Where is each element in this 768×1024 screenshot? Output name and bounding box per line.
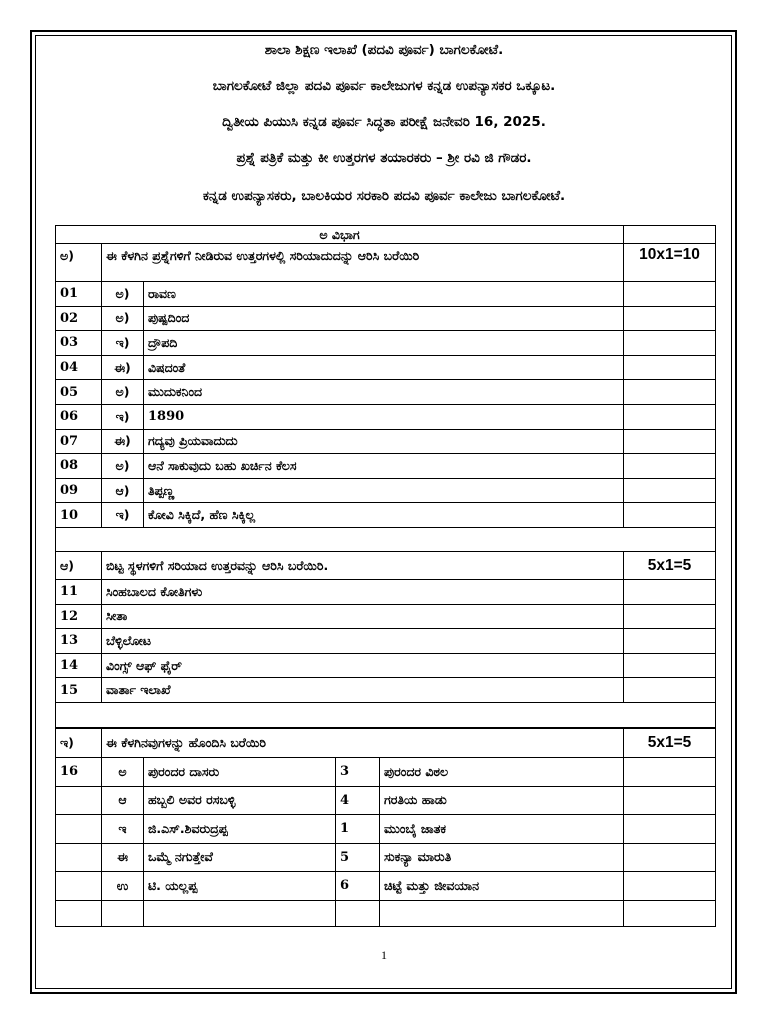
table-row — [56, 629, 716, 654]
match-right: ಗರತಿಯ ಹಾಡು — [380, 786, 624, 815]
section-a-title: ಅ ವಿಭಾಗ — [56, 226, 624, 244]
option-label: ಅ) — [102, 454, 144, 479]
answer-text: ತಿಪ್ಪಣ್ಣ — [144, 478, 624, 503]
match-letter: ಈ — [102, 843, 144, 872]
spacer-row — [56, 900, 716, 926]
section-b-marks: 5x1=5 — [624, 552, 716, 580]
answer-text: ಸಿಂಹಬಾಲದ ಕೋತಿಗಳು — [102, 580, 624, 605]
page-number: 1 — [381, 948, 387, 962]
option-label: ಅ) — [102, 306, 144, 331]
match-left: ಹಬ್ಬಲಿ ಅವರ ರಸಬಳ್ಳಿ — [144, 786, 336, 815]
match-right: ಮುಂಬೈ ಜಾತಕ — [380, 815, 624, 844]
question-number: 03 — [56, 331, 102, 356]
answer-text: ಕೋವಿ ಸಿಕ್ಕಿದೆ, ಹೆಣ ಸಿಕ್ಕಿಲ್ಲ — [144, 503, 624, 528]
answer-text: ದ್ರೌಪದಿ — [144, 331, 624, 356]
table-row — [56, 355, 716, 380]
question-number: 11 — [56, 580, 102, 605]
section-c-instruction: ಈ ಕೆಳಗಿನವುಗಳನ್ನು ಹೊಂದಿಸಿ ಬರೆಯಿರಿ — [102, 728, 624, 758]
table-row — [56, 758, 716, 787]
option-label: ಇ) — [102, 331, 144, 356]
section-a-instruction: ಈ ಕೆಳಗಿನ ಪ್ರಶ್ನೆಗಳಿಗೆ ನೀಡಿರುವ ಉತ್ತರಗಳಲ್ಲಿ ಸರಿಯಾದುದನ್ನು ಆರಿಸಿ ಬರೆಯಿರಿ — [102, 244, 624, 282]
option-label: ಅ) — [102, 380, 144, 405]
match-right: ಸುಕನ್ಯಾ ಮಾರುತಿ — [380, 843, 624, 872]
match-letter: ಆ — [102, 786, 144, 815]
section-c-table — [55, 727, 716, 927]
table-row — [56, 331, 716, 356]
answer-text: ರಾವಣ — [144, 282, 624, 307]
section-a-instruction-row — [56, 244, 716, 282]
answer-text: ವಾರ್ತಾ ಇಲಾಖೆ — [102, 678, 624, 703]
header-line-1: ಶಾಲಾ ಶಿಕ್ಷಣ ಇಲಾಖೆ (ಪದವಿ ಪೂರ್ವ) ಬಾಗಲಕೋಟೆ. — [264, 42, 504, 58]
section-c-instruction-row — [56, 728, 716, 758]
match-right: ಚಿಟ್ಟೆ ಮತ್ತು ಜೀವಯಾನ — [380, 872, 624, 901]
answer-text: ಮುದುಕನಿಂದ — [144, 380, 624, 405]
table-row — [56, 282, 716, 307]
table-row — [56, 404, 716, 429]
header-line-3: ದ್ವಿತೀಯ ಪಿಯುಸಿ ಕನ್ನಡ ಪೂರ್ವ ಸಿದ್ಧತಾ ಪರೀಕ್ಷೆ ಜನೇವರಿ 16, 2025. — [222, 114, 546, 130]
answer-text: ವಿಂಗ್ಸ್ ಆಫ್ ಫೈರ್ — [102, 653, 624, 678]
match-number: 1 — [336, 815, 380, 844]
table-row — [56, 429, 716, 454]
answer-text: ಗದ್ಯವು ಪ್ರಿಯವಾದುದು — [144, 429, 624, 454]
question-number: 16 — [56, 758, 102, 787]
question-number: 04 — [56, 355, 102, 380]
section-c-marks: 5x1=5 — [624, 728, 716, 758]
question-number: 06 — [56, 404, 102, 429]
match-letter: ಇ — [102, 815, 144, 844]
option-label: ಈ) — [102, 429, 144, 454]
table-row — [56, 604, 716, 629]
option-label: ಇ) — [102, 503, 144, 528]
table-row — [56, 872, 716, 901]
answer-text: ಆನೆ ಸಾಕುವುದು ಬಹು ಖರ್ಚಿನ ಕೆಲಸ — [144, 454, 624, 479]
match-left: ಜಿ.ಎಸ್.ಶಿವರುದ್ರಪ್ಪ — [144, 815, 336, 844]
section-c-label: ಇ) — [56, 728, 102, 758]
table-row — [56, 678, 716, 703]
section-a-marks: 10x1=10 — [624, 244, 716, 282]
question-number: 07 — [56, 429, 102, 454]
option-label: ಆ) — [102, 478, 144, 503]
section-b-instruction-row — [56, 552, 716, 580]
table-row — [56, 815, 716, 844]
table-row — [56, 580, 716, 605]
match-number: 3 — [336, 758, 380, 787]
match-number: 6 — [336, 872, 380, 901]
question-number: 13 — [56, 629, 102, 654]
option-label: ಇ) — [102, 404, 144, 429]
table-row — [56, 380, 716, 405]
answer-text: ಸೀತಾ — [102, 604, 624, 629]
match-number: 5 — [336, 843, 380, 872]
match-left: ಒಮ್ಮೆ ನಗುತ್ತೇವೆ — [144, 843, 336, 872]
question-number: 15 — [56, 678, 102, 703]
section-a-label: ಅ) — [56, 244, 102, 282]
table-row — [56, 306, 716, 331]
section-a-table — [55, 225, 716, 552]
question-number: 09 — [56, 478, 102, 503]
spacer-row — [56, 527, 716, 551]
question-number: 05 — [56, 380, 102, 405]
match-letter: ಉ — [102, 872, 144, 901]
answer-text: 1890 — [144, 404, 624, 429]
header-line-2: ಬಾಗಲಕೋಟೆ ಜಿಲ್ಲಾ ಪದವಿ ಪೂರ್ವ ಕಾಲೇಜುಗಳ ಕನ್ನಡ ಉಪನ್ಯಾಸಕರ ಒಕ್ಕೂಟ. — [212, 78, 556, 94]
match-number: 4 — [336, 786, 380, 815]
question-number: 10 — [56, 503, 102, 528]
table-row — [56, 503, 716, 528]
question-number: 02 — [56, 306, 102, 331]
question-number: 08 — [56, 454, 102, 479]
answer-text: ಪುಷ್ಪದಿಂದ — [144, 306, 624, 331]
section-b-instruction: ಬಿಟ್ಟ ಸ್ಥಳಗಳಿಗೆ ಸರಿಯಾದ ಉತ್ತರವನ್ನು ಆರಿಸಿ ಬರೆಯಿರಿ. — [102, 552, 624, 580]
question-number: 14 — [56, 653, 102, 678]
match-right: ಪುರಂದರ ವಿಠಲ — [380, 758, 624, 787]
option-label: ಈ) — [102, 355, 144, 380]
table-row — [56, 843, 716, 872]
table-row — [56, 454, 716, 479]
match-left: ಪುರಂದರ ದಾಸರು — [144, 758, 336, 787]
section-b-table — [55, 551, 716, 729]
question-number: 12 — [56, 604, 102, 629]
answer-text: ವಿಷದಂತೆ — [144, 355, 624, 380]
table-row — [56, 653, 716, 678]
match-left: ಟಿ. ಯಲ್ಲಪ್ಪ — [144, 872, 336, 901]
header-line-4: ಪ್ರಶ್ನೆ ಪತ್ರಿಕೆ ಮತ್ತು ಕೀ ಉತ್ತರಗಳ ತಯಾರಕರು – ಶ್ರೀ ರವಿ ಜಿ ಗೌಡರ. — [236, 150, 532, 166]
question-number: 01 — [56, 282, 102, 307]
match-letter: ಅ — [102, 758, 144, 787]
table-row — [56, 786, 716, 815]
table-row — [56, 478, 716, 503]
option-label: ಅ) — [102, 282, 144, 307]
spacer-row — [56, 702, 716, 728]
section-b-label: ಆ) — [56, 552, 102, 580]
answer-text: ಬೆಳ್ಳಿಲೋಟ — [102, 629, 624, 654]
header-line-5: ಕನ್ನಡ ಉಪನ್ಯಾಸಕರು, ಬಾಲಕಿಯರ ಸರಕಾರಿ ಪದವಿ ಪೂರ್ವ ಕಾಲೇಜು ಬಾಗಲಕೋಟೆ. — [202, 188, 566, 204]
